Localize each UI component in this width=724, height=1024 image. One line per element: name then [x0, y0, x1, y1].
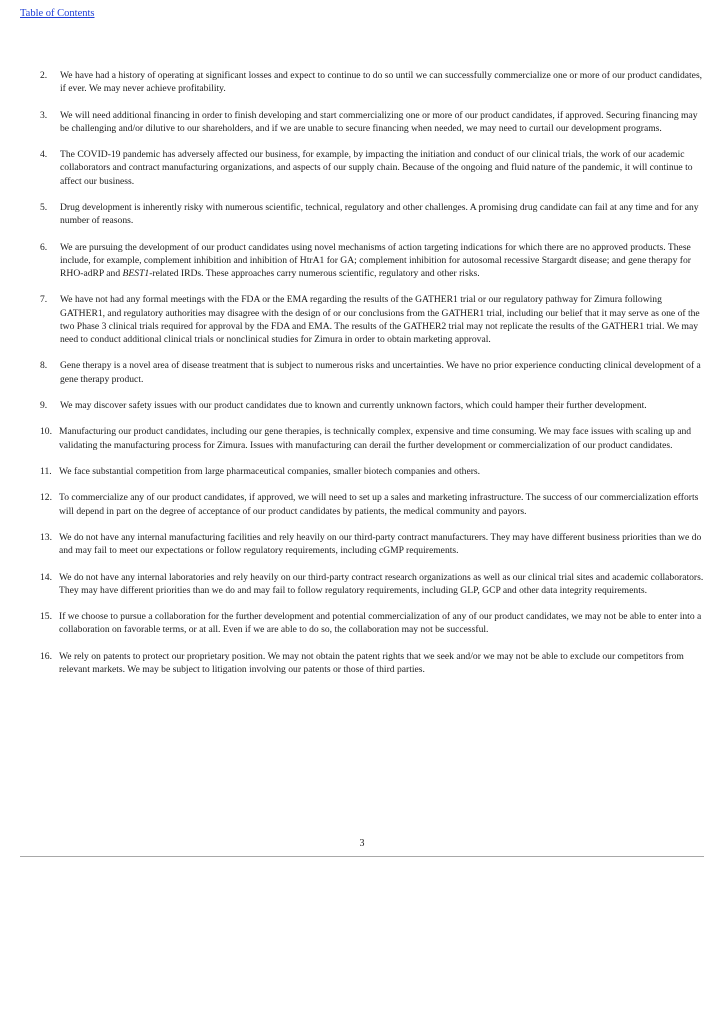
- item-number: 5.: [40, 201, 48, 213]
- item-text: We have had a history of operating at significant losses and expect to continue to do so until we can successfully commercialize one or more of our product candidates, if ever. We may never achieve profitability.: [60, 70, 703, 95]
- list-item: [0, 465, 724, 478]
- item-text: We have not had any formal meetings with the FDA or the EMA regarding the results of the GATHER1 trial or our regulatory pathway for Zimura following GATHER1, and regulatory authorities may disagree with the design of or our conclusions from the GATHER1 trial, including our belief that it may serve as one of the two Phase 3 clinical trials required for approval by the FDA and EMA. The results of the GATHER2 trial may not replicate the results of the GATHER1 trial. We may need to conduct additional clinical trials or nonclinical studies for Zimura in order to obtain marketing approval.: [60, 294, 700, 345]
- item-number: 12.: [40, 492, 52, 504]
- item-number: 13.: [40, 531, 52, 543]
- table-of-contents-link[interactable]: Table of Contents: [20, 8, 95, 19]
- item-text: Gene therapy is a novel area of disease treatment that is subject to numerous risks and uncertainties. We have no prior experience conducting clinical development of a gene therapy product.: [60, 360, 701, 385]
- list-item: [0, 293, 724, 346]
- list-item: [0, 241, 724, 281]
- item-text: To commercialize any of our product candidates, if approved, we will need to set up a sales and marketing infrastructure. The success of our commercialization efforts will depend in part on the degree of acceptance of our product candidates by patients, the medical community and payors.: [59, 492, 699, 517]
- item-number: 6.: [40, 241, 48, 253]
- item-text: We do not have any internal laboratories and rely heavily on our third-party contract research organizations as well as our clinical trial sites and academic collaborators. They may have different priorities than we do and may fail to follow regulatory requirements, including GLP, GCP and other data integrity requirements.: [59, 571, 704, 596]
- item-text-italic: BEST1: [122, 267, 150, 279]
- page-number: 3: [359, 838, 365, 849]
- list-item: [0, 201, 724, 227]
- page-divider: [20, 856, 704, 857]
- item-text: We may discover safety issues with our product candidates due to known and currently unknown factors, which could hamper their further development.: [60, 399, 647, 411]
- list-item: [0, 491, 724, 517]
- item-text: We will need additional financing in order to finish developing and start commercializing one or more of our product candidates, if approved. Securing financing may be challenging and/or dilutive to our shareholders, and if we are unable to secure financing when needed, we may need to curtail our development programs.: [60, 109, 698, 134]
- list-item: [0, 610, 724, 636]
- list-item: [0, 399, 724, 412]
- item-number: 16.: [40, 650, 52, 662]
- item-text: Drug development is inherently risky with numerous scientific, technical, regulatory and other challenges. A promising drug candidate can fail at any time and for any number of reasons.: [60, 201, 699, 227]
- list-item: [0, 109, 724, 135]
- item-text-part: We are pursuing the development of our product candidates using novel mechanisms of action targeting indications for which there are no approved products. These include, for example, complement inhibition and inhibition of HtrA1 for GA; complement inhibition for autosomal recessive Stargardt disease; and gene therapy for RHO-adRP and: [60, 241, 691, 279]
- list-item: [0, 425, 724, 451]
- item-number: 3.: [40, 109, 48, 121]
- list-item: [0, 359, 724, 385]
- item-text: If we choose to pursue a collaboration for the further development and potential commercialization of any of our product candidates, we may not be able to enter into a collaboration on favorable terms, or at all. Even if we are able to do so, the collaboration may not be successful.: [59, 611, 702, 636]
- list-item: [0, 148, 724, 188]
- item-number: 4.: [40, 149, 48, 161]
- item-number: 2.: [40, 70, 48, 81]
- list-item: [0, 650, 724, 676]
- item-number: 11.: [40, 465, 52, 477]
- item-text: [60, 242, 691, 279]
- item-number: 10.: [40, 426, 52, 438]
- item-number: 8.: [40, 360, 48, 372]
- item-text: We do not have any internal manufacturing facilities and rely heavily on our third-party contract manufacturers. They may have different business priorities than we do and may fail to meet our expectations or follow regulatory requirements, including cGMP requirements.: [59, 531, 702, 557]
- item-text: The COVID-19 pandemic has adversely affected our business, for example, by impacting the initiation and conduct of our clinical trials, the work of our academic collaborators and contract manufacturing organizations, and aspects of our supply chain. Because of the ongoing and fluid nature of the pandemic, it will continue to affect our business.: [60, 149, 693, 187]
- item-number: 14.: [40, 571, 52, 583]
- list-item: [0, 531, 724, 557]
- list-item: [0, 69, 724, 95]
- risk-factor-summary-list: [0, 69, 724, 689]
- list-item: [0, 571, 724, 597]
- item-number: 15.: [40, 611, 52, 623]
- item-text: We face substantial competition from large pharmaceutical companies, smaller biotech companies and others.: [59, 465, 481, 477]
- item-number: 9.: [40, 399, 48, 411]
- item-number: 7.: [40, 294, 48, 306]
- item-text: We rely on patents to protect our proprietary position. We may not obtain the patent rights that we seek and/or we may not be able to exclude our competitors from relevant markets. We may be subject to litigation involving our patents or those of third parties.: [59, 650, 684, 675]
- item-text-part: -related IRDs. These approaches carry numerous scientific, regulatory and other risks.: [149, 267, 480, 279]
- item-text: Manufacturing our product candidates, including our gene therapies, is technically complex, expensive and time consuming. We may face issues with scaling up and validating the manufacturing process for Zimura. Issues with manufacturing can derail the further development or commercialization of our product candidates.: [59, 426, 692, 451]
